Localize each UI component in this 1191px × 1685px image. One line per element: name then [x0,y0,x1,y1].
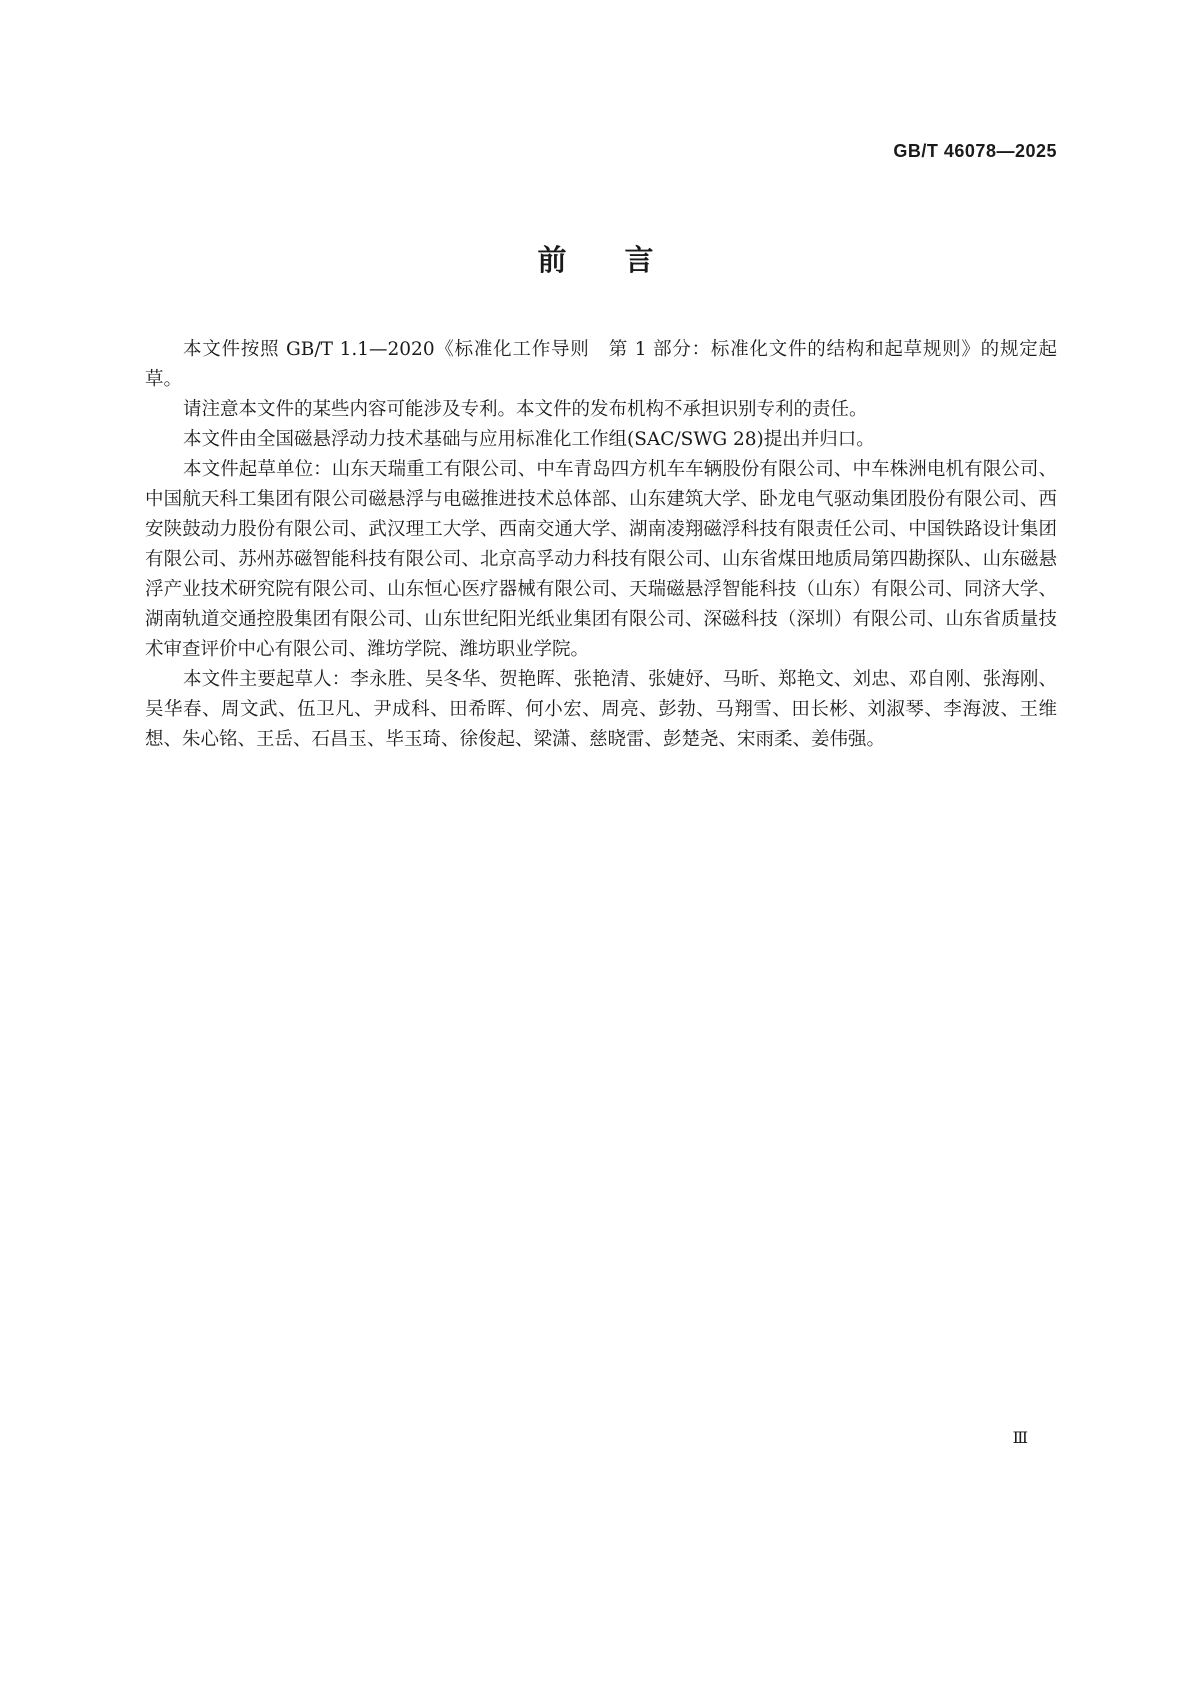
paragraph-drafters: 本文件主要起草人：李永胜、吴冬华、贺艳晖、张艳清、张婕妤、马昕、郑艳文、刘忠、邓自刚、张海刚、吴华春、周文武、伍卫凡、尹成科、田希晖、何小宏、周亮、彭勃、马翔雪、田长彬、刘淑琴、李海波、王维想、朱心铭、王岳、石昌玉、毕玉琦、徐俊起、梁潇、慈晓雷、彭楚尧、宋雨柔、姜伟强。 [145,669,1057,750]
paragraph-drafting-rules: 本文件按照 GB/T 1.1—2020《标准化工作导则 第 1 部分：标准化文件的结构和起草规则》的规定起草。 [145,339,1057,390]
page-number: Ⅲ [1012,1428,1027,1447]
paragraph-patent-notice: 请注意本文件的某些内容可能涉及专利。本文件的发布机构不承担识别专利的责任。 [183,399,868,420]
standard-number: GB/T 46078—2025 [893,141,1057,161]
page-title: 前言 [537,243,712,277]
paragraph-proposer: 本文件由全国磁悬浮动力技术基础与应用标准化工作组(SAC/SWG 28)提出并归口。 [183,429,875,450]
foreword-body [145,335,1057,755]
paragraph-drafting-units: 本文件起草单位：山东天瑞重工有限公司、中车青岛四方机车车辆股份有限公司、中车株洲电机有限公司、中国航天科工集团有限公司磁悬浮与电磁推进技术总体部、山东建筑大学、卧龙电气驱动集团股份有限公司、西安陕鼓动力股份有限公司、武汉理工大学、西南交通大学、湖南凌翔磁浮科技有限责任公司、中国铁路设计集团有限公司、苏州苏磁智能科技有限公司、北京高孚动力科技有限公司、山东省煤田地质局第四勘探队、山东磁悬浮产业技术研究院有限公司、山东恒心医疗器械有限公司、天瑞磁悬浮智能科技（山东）有限公司、同济大学、湖南轨道交通控股集团有限公司、山东世纪阳光纸业集团有限公司、深磁科技（深圳）有限公司、山东省质量技术审查评价中心有限公司、潍坊学院、潍坊职业学院。 [145,459,1057,660]
